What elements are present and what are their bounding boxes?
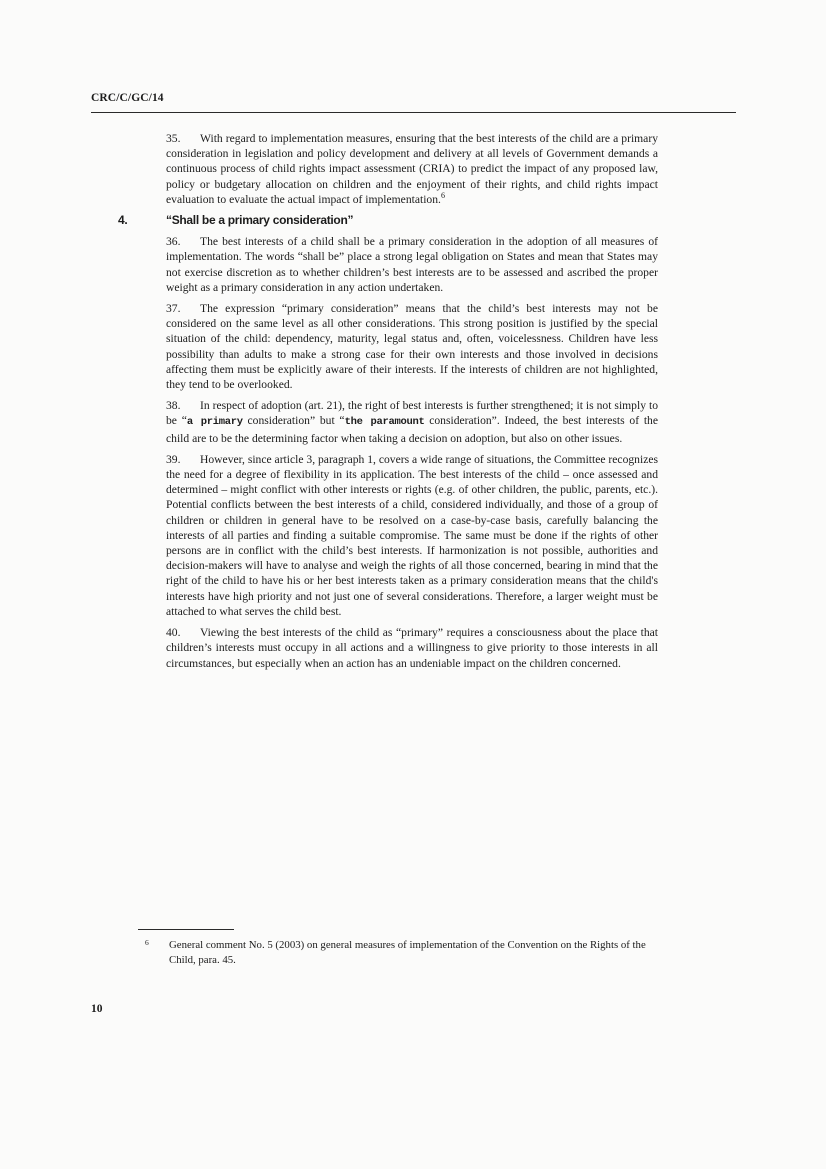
paragraph-39 [166,452,658,619]
footnote-reference[interactable]: 6 [440,190,445,200]
paragraph-text: With regard to implementation measures, ensuring that the best interests of the child are a primary consideration in legislation and policy development and delivery at all levels of Government demands a continuous process of child rights impact assessment (CRIA) to predict the impact of any proposed law, policy or budgetary allocation on children and the enjoyment of their rights, and child rights impact evaluation to evaluate the actual impact of implementation. [166,132,658,206]
emphasis-a-primary: a primary [186,416,243,429]
section-title: “Shall be a primary consideration” [166,213,354,228]
section-number: 4. [118,213,128,228]
paragraph-number: 38. [166,399,181,413]
paragraph-number: 40. [166,626,181,640]
footnote [145,938,648,968]
section-heading [118,213,658,228]
paragraph-40 [166,625,658,671]
page-number: 10 [91,1003,103,1015]
paragraph-35 [166,131,658,207]
body-content [118,131,658,677]
footnote-text: General comment No. 5 (2003) on general measures of implementation of the Convention on the Rights of the Child, para. 45. [169,939,646,966]
paragraph-number: 35. [166,132,181,145]
footnote-separator [138,929,234,930]
paragraph-text: consideration”. Indeed, the best interests of the child are to be the determining factor when taking a decision on adoption, but also on other issues. [166,414,658,445]
emphasis-the-paramount: the paramount [344,416,425,429]
document-symbol: CRC/C/GC/14 [91,92,164,104]
paragraph-38 [166,398,658,446]
paragraph-text: The expression “primary consideration” means that the child’s best interests may not be considered on the same level as all other considerations. This strong position is justified by the special situation of the child: dependency, maturity, legal status and, often, voicelessness. Children have less possibility than adults to make a strong case for their own interests and those involved in decisions affecting them must be explicitly aware of their interests. If the interests of children are not highlighted, they tend to be overlooked. [166,302,658,392]
header-rule [91,112,736,113]
paragraph-text: The best interests of a child shall be a primary consideration in the adoption of all measures of implementation. The words “shall be” place a strong legal obligation on States and mean that States may not exercise discretion as to whether children’s best interests are to be assessed and ascribed the proper weight as a primary consideration in any action undertaken. [166,235,658,294]
footnote-mark: 6 [145,938,149,947]
paragraph-37 [166,301,658,392]
paragraph-36 [166,234,658,295]
paragraph-text: However, since article 3, paragraph 1, covers a wide range of situations, the Committee recognizes the need for a degree of flexibility in its application. The best interests of the child – once assessed and determined – might conflict with other interests or rights (e.g. of other children, the public, parents, etc.). Potential conflicts between the best interests of a child, considered individually, and those of a group of children or children in general have to be resolved on a case-by-case basis, carefully balancing the interests of all parties and finding a suitable compromise. The same must be done if the rights of other persons are in conflict with the child’s best interests. If harmonization is not possible, authorities and decision-makers will have to analyse and weigh the rights of all those concerned, bearing in mind that the right of the child to have his or her best interests taken as a primary consideration means that the child's interests have high priority and not just one of several considerations. Therefore, a larger weight must be attached to what serves the child best. [166,452,658,618]
paragraph-number: 39. [166,452,181,466]
paragraph-text: consideration” but “ [247,414,345,428]
paragraph-number: 37. [166,302,181,316]
paragraph-number: 36. [166,235,181,249]
paragraph-text: Viewing the best interests of the child as “primary” requires a consciousness about the place that children’s interests must occupy in all actions and a willingness to give priority to those interests in all circumstances, but especially when an action has an undeniable impact on the children concerned. [166,626,658,670]
paragraph-text: In respect of adoption (art. 21), the right of best interests is further strengthened; it is not simply to be “ [166,399,658,428]
